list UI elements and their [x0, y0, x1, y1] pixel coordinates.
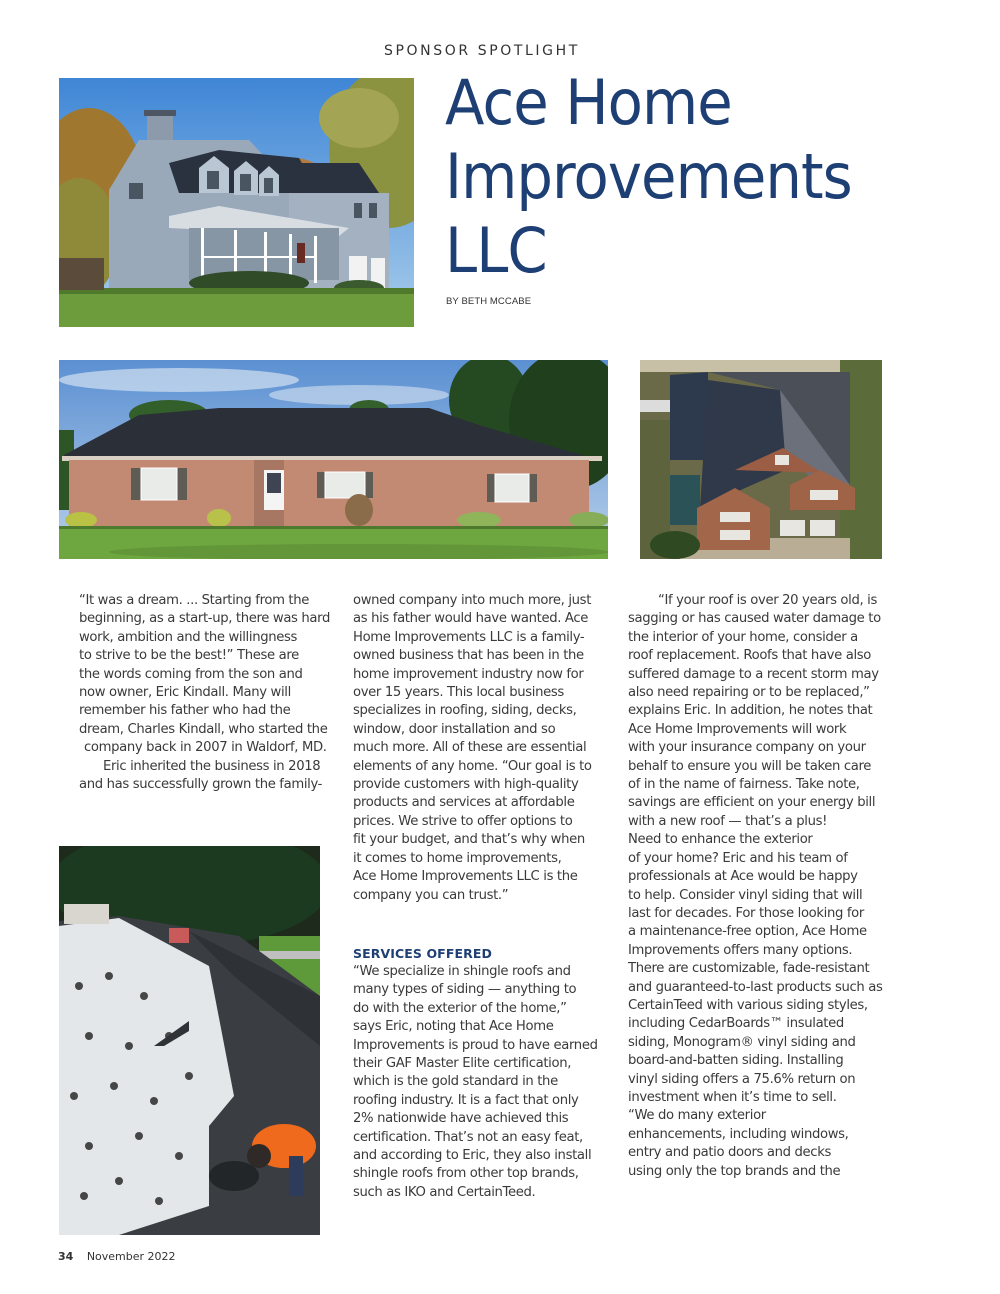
text-line: siding, Monogram® vinyl siding and: [628, 1034, 856, 1050]
article-title: [445, 66, 929, 288]
text-line: now owner, Eric Kindall. Many will: [79, 685, 291, 701]
text-line: company you can trust.”: [353, 887, 509, 903]
text-line: and has successfully grown the family-: [79, 777, 323, 793]
text-line: to strive to be the best!” These are: [79, 648, 299, 664]
text-line: “It was a dream. ... Starting from the: [79, 593, 310, 608]
text-line: of in the name of fairness. Take note,: [628, 777, 860, 793]
text-line: to help. Consider vinyl siding that will: [628, 887, 863, 903]
text-line: board-and-batten siding. Installing: [628, 1053, 844, 1069]
text-line: specializes in roofing, siding, decks,: [353, 703, 577, 719]
photo-brick-ranch-house: [59, 360, 608, 559]
text-line: and guaranteed-to-last products such as: [628, 979, 883, 995]
page-number: 34: [58, 1250, 74, 1263]
text-line: “We specialize in shingle roofs and: [353, 964, 571, 979]
text-line: products and services at affordable: [353, 795, 575, 811]
text-line: over 15 years. This local business: [353, 685, 564, 701]
text-line: roof replacement. Roofs that have also: [628, 648, 872, 664]
text-line: owned company into much more, just: [353, 593, 592, 608]
text-line: the interior of your home, consider a: [628, 629, 858, 645]
text-line: last for decades. For those looking for: [628, 905, 864, 921]
text-line: Home Improvements LLC is a family-: [353, 629, 585, 645]
body-column-2-services: [353, 945, 603, 1202]
text-line: company back in 2007 in Waldorf, MD.: [84, 740, 327, 756]
text-line: “If your roof is over 20 years old, is: [658, 593, 878, 608]
text-line: Ace Home Improvements LLC is the: [353, 869, 578, 885]
text-line: remember his father who had the: [79, 703, 291, 719]
text-line: owned business that has been in the: [353, 648, 584, 664]
text-line: Improvements offers many options.: [628, 942, 853, 958]
text-line: including CedarBoards™ insulated: [628, 1016, 844, 1032]
text-line: CertainTeed with various siding styles,: [628, 997, 868, 1013]
text-line: “We do many exterior: [628, 1108, 766, 1124]
title-line: LLC: [445, 214, 547, 287]
text-line: work, ambition and the willingness: [79, 629, 298, 645]
text-line: sagging or has caused water damage to: [628, 611, 881, 627]
text-line: enhancements, including windows,: [628, 1126, 849, 1142]
body-column-1: [79, 592, 341, 794]
body-column-2: [353, 592, 603, 905]
text-line: window, door installation and so: [353, 721, 556, 737]
photo-two-story-house: [59, 78, 414, 327]
text-line: investment when it’s time to sell.: [628, 1089, 837, 1105]
text-line: Eric inherited the business in 2018: [103, 758, 321, 774]
text-line: which is the gold standard in the: [353, 1074, 558, 1090]
text-line: elements of any home. “Our goal is to: [353, 758, 592, 774]
text-line: certification. That’s not an easy feat,: [353, 1129, 583, 1145]
issue-date: November 2022: [86, 1250, 176, 1263]
section-heading-services: SERVICES OFFERED: [353, 946, 492, 961]
text-line: savings are efficient on your energy bill: [628, 795, 876, 811]
text-line: their GAF Master Elite certification,: [353, 1056, 572, 1072]
text-line: as his father would have wanted. Ace: [353, 611, 589, 627]
section-kicker: SPONSOR SPOTLIGHT: [384, 43, 580, 59]
text-line: entry and patio doors and decks: [628, 1145, 831, 1161]
text-line: Ace Home Improvements will work: [628, 721, 847, 737]
text-line: Need to enhance the exterior: [628, 832, 813, 848]
text-line: shingle roofs from other top brands,: [353, 1166, 579, 1182]
text-line: professionals at Ace would be happy: [628, 869, 858, 885]
text-line: using only the top brands and the: [628, 1163, 841, 1179]
text-line: the words coming from the son and: [79, 666, 303, 682]
text-line: explains Eric. In addition, he notes that: [628, 703, 873, 719]
text-line: beginning, as a start-up, there was hard: [79, 611, 331, 627]
text-line: it comes to home improvements,: [353, 850, 562, 866]
page-folio: [58, 1250, 176, 1263]
text-line: home improvement industry now for: [353, 666, 584, 682]
text-line: suffered damage to a recent storm may: [628, 666, 879, 682]
text-line: much more. All of these are essential: [353, 740, 587, 756]
text-line: 2% nationwide have achieved this: [353, 1111, 569, 1127]
text-line: also need repairing or to be replaced,”: [628, 685, 870, 701]
text-line: such as IKO and CertainTeed.: [353, 1184, 536, 1200]
text-line: do with the exterior of the home,”: [353, 1000, 567, 1016]
text-line: and according to Eric, they also install: [353, 1148, 592, 1164]
text-line: There are customizable, fade-resistant: [628, 961, 870, 977]
text-line: provide customers with high-quality: [353, 777, 579, 793]
text-line: Improvements is proud to have earned: [353, 1037, 598, 1053]
text-line: many types of siding — anything to: [353, 982, 577, 998]
text-line: fit your budget, and that’s why when: [353, 832, 585, 848]
text-line: behalf to ensure you will be taken care: [628, 758, 872, 774]
text-line: roofing industry. It is a fact that only: [353, 1092, 579, 1108]
title-line: Improvements: [445, 140, 852, 213]
text-line: with a new roof — that’s a plus!: [628, 813, 828, 829]
text-line: dream, Charles Kindall, who started the: [79, 721, 328, 737]
text-line: with your insurance company on your: [628, 740, 866, 756]
photo-aerial-roof: [640, 360, 882, 559]
body-column-3: [628, 592, 893, 1181]
text-line: vinyl siding offers a 75.6% return on: [628, 1071, 856, 1087]
photo-roof-installation: [59, 846, 320, 1235]
title-line: Ace Home: [445, 66, 732, 139]
text-line: prices. We strive to offer options to: [353, 813, 573, 829]
byline: BY BETH MCCABE: [446, 296, 532, 307]
text-line: says Eric, noting that Ace Home: [353, 1019, 554, 1035]
text-line: of your home? Eric and his team of: [628, 850, 848, 866]
text-line: a maintenance-free option, Ace Home: [628, 924, 867, 940]
